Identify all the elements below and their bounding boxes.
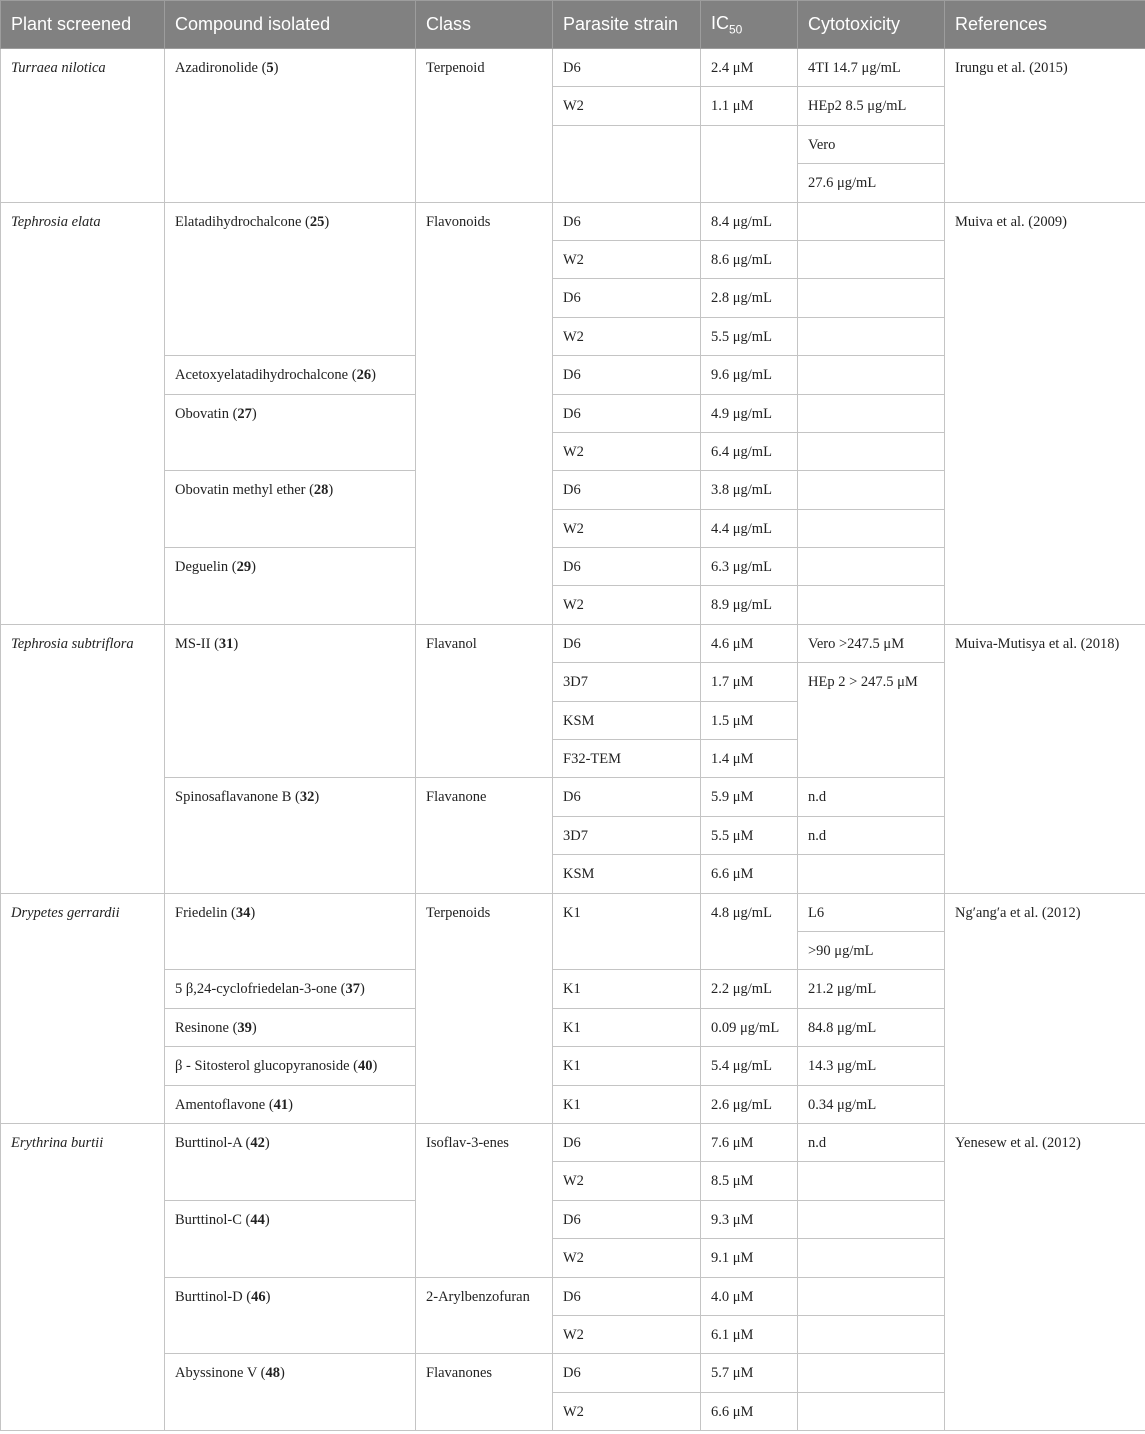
strain-cell: K1 [553, 1047, 701, 1085]
ic50-cell: 8.5 μM [701, 1162, 798, 1200]
table-row [1, 49, 1145, 87]
class-cell: Flavanol [416, 624, 553, 778]
ic50-cell: 1.5 μM [701, 701, 798, 739]
reference-cell: Ng′ang′a et al. (2012) [945, 893, 1145, 1123]
cytotoxicity-cell [798, 855, 945, 893]
class-cell: Flavonoids [416, 202, 553, 624]
ic50-cell: 2.2 μg/mL [701, 970, 798, 1008]
compound-cell: Elatadihydrochalcone (25) [165, 202, 416, 356]
strain-cell: K1 [553, 970, 701, 1008]
strain-cell [553, 125, 701, 202]
cytotoxicity-cell [798, 1315, 945, 1353]
ic50-cell: 4.6 μM [701, 624, 798, 662]
cytotoxicity-cell [798, 279, 945, 317]
strain-cell: KSM [553, 701, 701, 739]
ic50-cell: 5.9 μM [701, 778, 798, 816]
ic50-cell: 1.7 μM [701, 663, 798, 701]
cytotoxicity-cell: 4TI 14.7 μg/mL [798, 49, 945, 87]
compound-cell: Deguelin (29) [165, 548, 416, 625]
table-row [1, 624, 1145, 662]
strain-cell: D6 [553, 356, 701, 394]
strain-cell: D6 [553, 624, 701, 662]
ic50-cell: 4.4 μg/mL [701, 509, 798, 547]
strain-cell: W2 [553, 432, 701, 470]
cytotoxicity-cell [798, 317, 945, 355]
strain-cell: D6 [553, 548, 701, 586]
strain-cell: K1 [553, 1008, 701, 1046]
cytotoxicity-cell [798, 202, 945, 240]
compound-cell: Abyssinone V (48) [165, 1354, 416, 1431]
reference-cell: Irungu et al. (2015) [945, 49, 1145, 203]
cytotoxicity-cell: 27.6 μg/mL [798, 164, 945, 202]
cytotoxicity-cell: 14.3 μg/mL [798, 1047, 945, 1085]
strain-cell: K1 [553, 1085, 701, 1123]
strain-cell: W2 [553, 240, 701, 278]
ic50-cell: 5.7 μM [701, 1354, 798, 1392]
strain-cell: D6 [553, 279, 701, 317]
compound-cell: Resinone (39) [165, 1008, 416, 1046]
cytotoxicity-cell [798, 548, 945, 586]
ic50-cell: 3.8 μg/mL [701, 471, 798, 509]
strain-cell: W2 [553, 586, 701, 624]
ic50-cell: 8.9 μg/mL [701, 586, 798, 624]
ic50-cell: 6.4 μg/mL [701, 432, 798, 470]
cytotoxicity-cell: n.d [798, 778, 945, 816]
cytotoxicity-cell [798, 471, 945, 509]
header-references: References [945, 1, 1145, 49]
strain-cell: KSM [553, 855, 701, 893]
class-cell: Terpenoid [416, 49, 553, 203]
strain-cell: D6 [553, 394, 701, 432]
ic50-cell: 2.6 μg/mL [701, 1085, 798, 1123]
ic50-cell: 1.1 μM [701, 87, 798, 125]
cytotoxicity-cell: HEp2 8.5 μg/mL [798, 87, 945, 125]
compound-cell: Acetoxyelatadihydrochalcone (26) [165, 356, 416, 394]
strain-cell: W2 [553, 317, 701, 355]
header-row [1, 1, 1145, 49]
cytotoxicity-cell: n.d [798, 1123, 945, 1161]
compound-cell: Burttinol-D (46) [165, 1277, 416, 1354]
class-cell: 2-Arylbenzofuran [416, 1277, 553, 1354]
cytotoxicity-cell [798, 394, 945, 432]
plant-cell: Tephrosia elata [1, 202, 165, 624]
reference-cell: Muiva-Mutisya et al. (2018) [945, 624, 1145, 893]
plant-cell: Drypetes gerrardii [1, 893, 165, 1123]
cytotoxicity-cell [798, 1239, 945, 1277]
ic50-cell: 4.0 μM [701, 1277, 798, 1315]
strain-cell: D6 [553, 1123, 701, 1161]
table-row [1, 893, 1145, 931]
ic50-cell: 5.5 μM [701, 816, 798, 854]
strain-cell: W2 [553, 1392, 701, 1430]
compound-cell: MS-II (31) [165, 624, 416, 778]
strain-cell: W2 [553, 1239, 701, 1277]
compound-cell: Burttinol-A (42) [165, 1123, 416, 1200]
compound-cell: β - Sitosterol glucopyranoside (40) [165, 1047, 416, 1085]
ic50-cell: 6.6 μM [701, 1392, 798, 1430]
plant-cell: Erythrina burtii [1, 1123, 165, 1430]
strain-cell: D6 [553, 1277, 701, 1315]
ic50-cell: 6.1 μM [701, 1315, 798, 1353]
class-cell: Isoflav-3-enes [416, 1123, 553, 1277]
ic50-cell: 4.8 μg/mL [701, 893, 798, 970]
compound-cell: Burttinol-C (44) [165, 1200, 416, 1277]
header-cytotoxicity: Cytotoxicity [798, 1, 945, 49]
strain-cell: D6 [553, 202, 701, 240]
cytotoxicity-cell [798, 586, 945, 624]
cytotoxicity-cell: 84.8 μg/mL [798, 1008, 945, 1046]
strain-cell: 3D7 [553, 663, 701, 701]
class-cell: Terpenoids [416, 893, 553, 1123]
strain-cell: D6 [553, 471, 701, 509]
cytotoxicity-cell [798, 509, 945, 547]
cytotoxicity-cell: n.d [798, 816, 945, 854]
cytotoxicity-cell: Vero >247.5 μM [798, 624, 945, 662]
ic50-cell: 4.9 μg/mL [701, 394, 798, 432]
cytotoxicity-cell [798, 1392, 945, 1430]
compound-cell: Friedelin (34) [165, 893, 416, 970]
header-plant: Plant screened [1, 1, 165, 49]
strain-cell: W2 [553, 1315, 701, 1353]
cytotoxicity-cell: HEp 2 > 247.5 μM [798, 663, 945, 778]
table-row [1, 1123, 1145, 1161]
ic50-cell: 6.6 μM [701, 855, 798, 893]
ic50-cell: 0.09 μg/mL [701, 1008, 798, 1046]
cytotoxicity-cell [798, 356, 945, 394]
ic50-cell: 6.3 μg/mL [701, 548, 798, 586]
plant-cell: Tephrosia subtriflora [1, 624, 165, 893]
strain-cell: F32-TEM [553, 740, 701, 778]
ic50-cell: 9.1 μM [701, 1239, 798, 1277]
strain-cell: D6 [553, 1200, 701, 1238]
strain-cell: W2 [553, 1162, 701, 1200]
ic50-cell [701, 125, 798, 202]
ic50-cell: 7.6 μM [701, 1123, 798, 1161]
ic50-cell: 9.3 μM [701, 1200, 798, 1238]
compound-cell: Obovatin methyl ether (28) [165, 471, 416, 548]
cytotoxicity-cell: Vero [798, 125, 945, 163]
reference-cell: Yenesew et al. (2012) [945, 1123, 1145, 1430]
table-row [1, 202, 1145, 240]
compound-cell: Spinosaflavanone B (32) [165, 778, 416, 893]
ic50-cell: 5.4 μg/mL [701, 1047, 798, 1085]
cytotoxicity-cell [798, 1277, 945, 1315]
cytotoxicity-cell [798, 432, 945, 470]
strain-cell: D6 [553, 778, 701, 816]
cytotoxicity-cell: >90 μg/mL [798, 931, 945, 969]
compound-cell: Amentoflavone (41) [165, 1085, 416, 1123]
reference-cell: Muiva et al. (2009) [945, 202, 1145, 624]
ic50-cell: 2.4 μM [701, 49, 798, 87]
strain-cell: W2 [553, 509, 701, 547]
compound-cell: 5 β,24-cyclofriedelan-3-one (37) [165, 970, 416, 1008]
class-cell: Flavanone [416, 778, 553, 893]
cytotoxicity-cell: L6 [798, 893, 945, 931]
class-cell: Flavanones [416, 1354, 553, 1431]
strain-cell: D6 [553, 49, 701, 87]
cytotoxicity-cell [798, 1200, 945, 1238]
ic50-cell: 8.4 μg/mL [701, 202, 798, 240]
header-class: Class [416, 1, 553, 49]
cytotoxicity-cell [798, 1354, 945, 1392]
plant-cell: Turraea nilotica [1, 49, 165, 203]
strain-cell: D6 [553, 1354, 701, 1392]
header-compound: Compound isolated [165, 1, 416, 49]
header-strain: Parasite strain [553, 1, 701, 49]
ic50-cell: 1.4 μM [701, 740, 798, 778]
ic50-cell: 9.6 μg/mL [701, 356, 798, 394]
ic50-cell: 2.8 μg/mL [701, 279, 798, 317]
strain-cell: 3D7 [553, 816, 701, 854]
compound-cell: Obovatin (27) [165, 394, 416, 471]
strain-cell: K1 [553, 893, 701, 970]
compound-cell: Azadironolide (5) [165, 49, 416, 203]
ic50-cell: 8.6 μg/mL [701, 240, 798, 278]
header-ic50: $IC_{50}$ [701, 1, 798, 49]
cytotoxicity-cell: 21.2 μg/mL [798, 970, 945, 1008]
ic50-cell: 5.5 μg/mL [701, 317, 798, 355]
cytotoxicity-cell [798, 1162, 945, 1200]
strain-cell: W2 [553, 87, 701, 125]
cytotoxicity-cell: 0.34 μg/mL [798, 1085, 945, 1123]
cytotoxicity-cell [798, 240, 945, 278]
